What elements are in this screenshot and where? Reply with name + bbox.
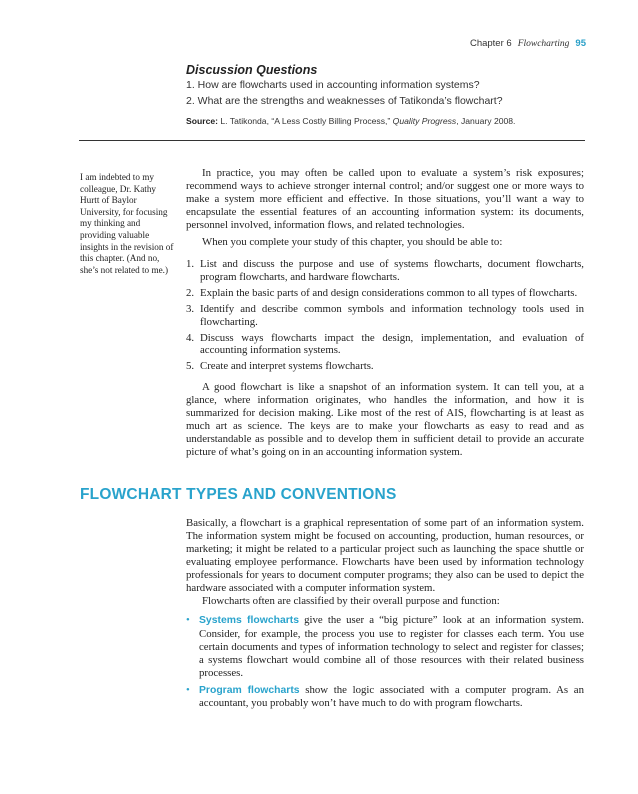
source-text-2: , January 2008. <box>456 116 516 126</box>
objectives-lead: When you complete your study of this chapter, you should be able to: <box>202 236 503 248</box>
section-heading: FLOWCHART TYPES AND CONVENTIONS <box>80 486 397 503</box>
objective-text: Identify and describe common symbols and information technology tools used in flowcharting. <box>200 302 584 328</box>
flowchart-types-list <box>186 614 584 714</box>
running-head <box>470 38 586 49</box>
closing-paragraph: A good flowchart is like a snapshot of an information system. It can tell you, at a glance, where information originates, who handles the information, and how it is summarized for decision making. Like most of the rest of AIS, flowcharting is at least as much art as science. The keys are to make your flowcharts as easy to read and as understandable as possible and to develop them in sufficient detail to provide an accurate picture of what’s going on in an accounting information system. <box>186 381 584 458</box>
margin-note: I am indebted to my colleague, Dr. Kathy Hurtt of Baylor University, for focusing my thinking and providing valuable insights in the revision of this chapter. (And no, she’s not related to me.) <box>80 172 174 275</box>
bullet-icon: • <box>186 614 190 626</box>
objective-item <box>186 287 584 300</box>
question-1: 1. How are flowcharts used in accounting information systems? <box>186 79 480 91</box>
objective-number: 3. <box>186 302 195 315</box>
objectives-list <box>186 258 584 376</box>
source-citation <box>186 116 586 126</box>
discussion-questions <box>186 63 586 126</box>
source-label: Source: <box>186 116 218 126</box>
source-text-1: L. Tatikonda, “A Less Costly Billing Process,” <box>220 116 393 126</box>
list-item <box>186 684 584 711</box>
objective-item <box>186 258 584 284</box>
section-divider <box>79 140 585 141</box>
objective-text: Explain the basic parts of and design considerations common to all types of flowcharts. <box>200 286 578 299</box>
source-journal: Quality Progress <box>392 116 457 126</box>
page-number: 95 <box>575 38 586 49</box>
types-lead: Flowcharts often are classified by their overall purpose and function: <box>202 595 500 607</box>
objective-item <box>186 303 584 329</box>
objective-text: List and discuss the purpose and use of systems flowcharts, document flowcharts, program flowcharts, and hardware flowcharts. <box>200 258 584 283</box>
discussion-title: Discussion Questions <box>186 63 318 77</box>
term-description: give the user a “big picture” look at an information system. Consider, for example, the process you use to register for classes each term. You use certain documents and types of information technology to select and register for classes; a systems flowchart would combine all of those resources with their related business processes. <box>199 614 584 679</box>
intro-paragraph: In practice, you may often be called upon to evaluate a system’s risk exposures; recommend ways to achieve stronger internal control; and/or suggest one or more ways to make a system more efficient and effective. In those situations, you’ll want a way to encapsulate the essential features of an accounting information system: its documents, personnel involved, information flows, and related technologies. <box>186 167 584 231</box>
objective-number: 2. <box>186 286 195 299</box>
objective-number: 5. <box>186 360 195 373</box>
question-2: 2. What are the strengths and weaknesses of Tatikonda’s flowchart? <box>186 95 503 107</box>
term-description: show the logic associated with a computer program. As an accountant, you probably won’t have much to do with program flowcharts. <box>199 683 584 710</box>
objective-text: Create and interpret systems flowcharts. <box>200 360 374 373</box>
objective-item <box>186 332 584 358</box>
term-program-flowcharts: Program flowcharts <box>199 684 300 696</box>
chapter-label: Chapter 6 <box>469 38 512 49</box>
objective-number: 1. <box>186 258 195 270</box>
bullet-icon: • <box>186 683 190 696</box>
term-systems-flowcharts: Systems flowcharts <box>199 615 300 626</box>
objective-number: 4. <box>186 331 195 344</box>
section-paragraph: Basically, a flowchart is a graphical representation of some part of an information system. The information system might be focused on accounting, production, human resources, or marketing; it might be related to a particular project such as launching the space shuttle or evaluating employee performance. Flowcharts have been used by information technology professionals for years to document computer programs; they also can be used to depict the hardware associated with a computer information system. <box>186 517 584 594</box>
section-label: Flowcharting <box>517 39 570 49</box>
objective-text: Discuss ways flowcharts impact the design, implementation, and evaluation of accounting information systems. <box>200 331 584 357</box>
list-item <box>186 614 584 680</box>
objective-item <box>186 360 584 373</box>
